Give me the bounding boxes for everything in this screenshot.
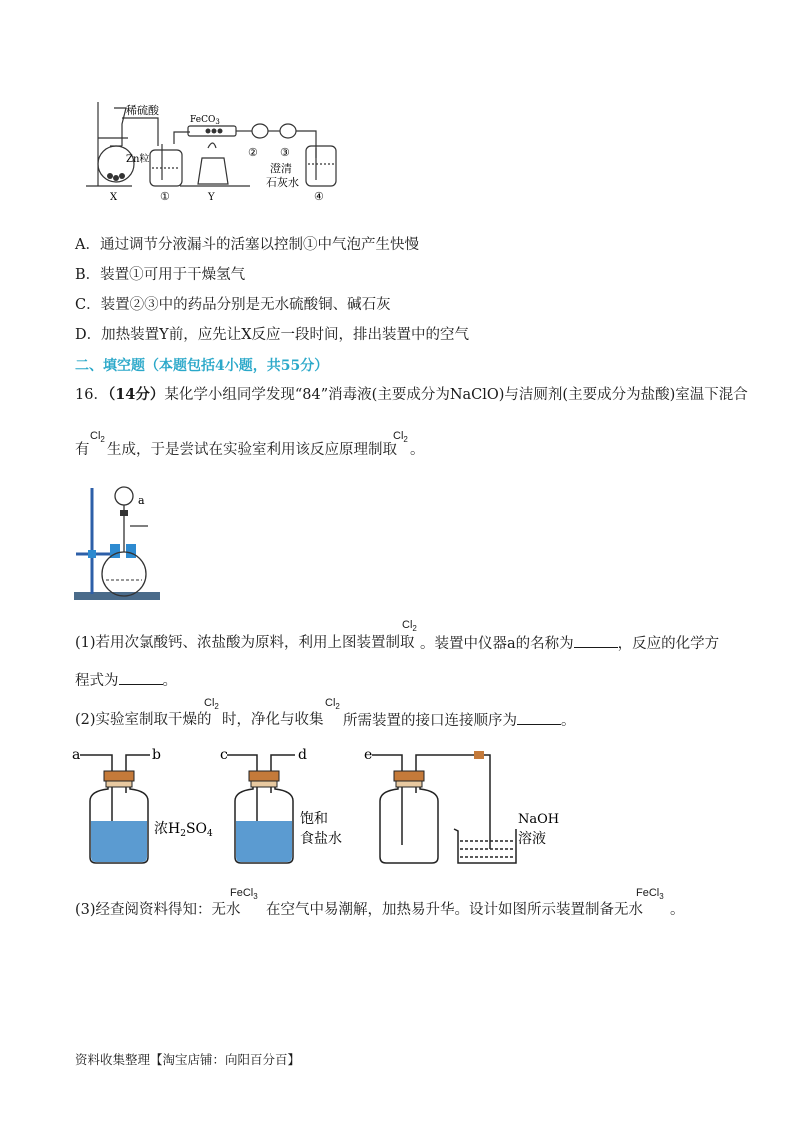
- chem-cl2: $Cl_2$: [393, 430, 408, 445]
- blank-instrument-name[interactable]: [574, 633, 618, 648]
- option-c: C．装置②③中的药品分别是无水硫酸铜、碱石灰: [75, 297, 391, 313]
- port-c: c: [220, 747, 228, 763]
- option-a: A．通过调节分液漏斗的活塞以控制①中气泡产生快慢: [75, 237, 419, 253]
- label-4: ④: [314, 190, 324, 203]
- q16-text-1: 某化学小组同学发现“84”消毒液(主要成分为NaClO)与洁厕剂(主要成分为盐酸)室温下混合: [164, 387, 748, 403]
- q16-line-2-a: 有: [75, 442, 90, 458]
- chem-cl2: $Cl_2$: [90, 430, 105, 445]
- option-d: D．加热装置Y前，应先让X反应一段时间，排出装置中的空气: [75, 327, 470, 343]
- option-b: B．装置①可用于干燥氢气: [75, 267, 246, 283]
- label-1: ①: [160, 190, 170, 203]
- label-x: X: [110, 192, 118, 203]
- chem-cl2: $Cl_2$: [402, 619, 417, 634]
- port-d: d: [298, 747, 307, 763]
- label-y: Y: [208, 192, 215, 203]
- chem-fecl3: FeCl$_3$: [230, 887, 258, 902]
- chem-cl2: $Cl_2$: [204, 697, 219, 712]
- q16-line-2-b: 生成，于是尝试在实验室利用该反应原理制取: [107, 442, 397, 458]
- port-e: e: [364, 747, 373, 763]
- label-naoh-1: NaOH: [518, 812, 560, 827]
- p3-end: 。: [670, 902, 685, 918]
- label-conc-h2so4: 浓$H_2SO_4$: [154, 821, 213, 839]
- label-brine-2: 食盐水: [300, 831, 342, 847]
- blank-equation[interactable]: [119, 670, 163, 685]
- section-title: 二、填空题（本题包括4小题，共55分）: [75, 358, 329, 374]
- footer-note: 资料收集整理【淘宝店铺：向阳百分百】: [75, 1052, 301, 1067]
- p3-text-b: 在空气中易潮解，加热易升华。设计如图所示装置制备无水: [266, 902, 643, 918]
- label-naoh-2: 溶液: [518, 831, 546, 847]
- label-brine-1: 饱和: [300, 811, 328, 827]
- label-zn: Zn粒: [126, 154, 150, 165]
- p2-text-b: 时，净化与收集: [222, 712, 324, 728]
- label-feco3: FeCO$_3$: [190, 115, 220, 126]
- p1-text-b: 。装置中仪器a的名称为 ，反应的化学方: [420, 633, 719, 654]
- q16-line-2-c: 。: [410, 442, 425, 458]
- port-b: b: [152, 747, 161, 763]
- label-3: ③: [280, 146, 290, 159]
- bottles-figure: [70, 745, 570, 867]
- p1-line-2: 程式为 。: [75, 670, 177, 691]
- chem-cl2: $Cl_2$: [325, 697, 340, 712]
- q16-number: 16．: [75, 387, 108, 403]
- label-2: ②: [248, 146, 258, 159]
- apparatus-figure-1: [80, 98, 350, 210]
- label-dilute-acid: 稀硫酸: [126, 104, 159, 117]
- port-a: a: [72, 747, 81, 763]
- chem-fecl3: FeCl$_3$: [636, 887, 664, 902]
- q16-line-1: [75, 385, 748, 405]
- label-limewater-2: 石灰水: [266, 176, 299, 189]
- q16-score: （14分）: [107, 386, 165, 403]
- blank-connection-order[interactable]: [517, 710, 561, 725]
- label-a: a: [138, 494, 145, 507]
- label-limewater-1: 澄清: [270, 162, 292, 175]
- apparatus-figure-2: [70, 482, 170, 606]
- p1-text-a: (1)若用次氯酸钙、浓盐酸为原料，利用上图装置制取: [75, 635, 415, 651]
- p2-text-c: 所需装置的接口连接顺序为 。: [343, 710, 576, 731]
- p3-text-a: (3)经查阅资料得知：无水: [75, 902, 241, 918]
- p2-text-a: (2)实验室制取干燥的: [75, 712, 212, 728]
